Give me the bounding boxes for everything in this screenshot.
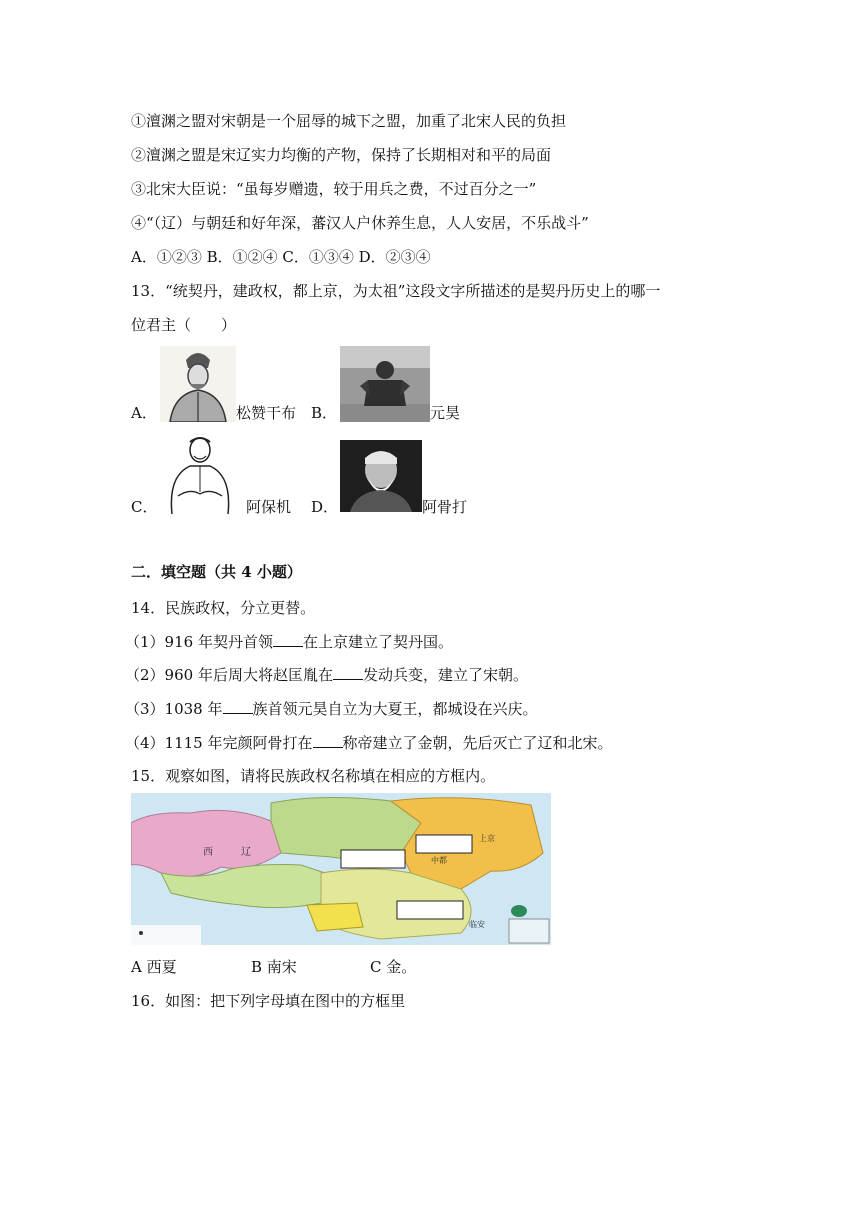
statement-4: ④“（辽）与朝廷和好年深，蕃汉人户休养生息，人人安居，不乐战斗” [131, 214, 589, 232]
answer-box-jin[interactable] [416, 835, 472, 853]
q14-stem: 14．民族政权，分立更替。 [131, 599, 316, 617]
blank[interactable] [313, 733, 343, 748]
song-liao-xia-map [131, 793, 551, 945]
map-label-west: 西 [203, 847, 213, 858]
blank[interactable] [223, 699, 253, 714]
q13-option-c-letter: C． [131, 498, 158, 516]
map-label-liao: 辽 [241, 847, 251, 858]
q14-item-4: （4）1115 年完颜阿骨打在 称帝建立了金朝，先后灭亡了辽和北宋。 [125, 734, 613, 752]
statement-1: ①澶渊之盟对宋朝是一个屈辱的城下之盟，加重了北宋人民的负担 [131, 112, 567, 130]
map-label-linan: 临安 [469, 920, 485, 929]
q14-item-1: （1）916 年契丹首领 在上京建立了契丹国。 [125, 633, 453, 651]
q16-stem: 16．如图：把下列字母填在图中的方框里 [131, 992, 406, 1010]
q14-item-3: （3）1038 年 族首领元昊自立为大夏王，都城设在兴庆。 [125, 700, 538, 718]
section-2-title: 二．填空题（共 4 小题） [131, 563, 302, 581]
blank[interactable] [333, 665, 363, 680]
q15-answer-c: C 金。 [370, 958, 417, 976]
q13-option-d-letter: D． [311, 498, 339, 516]
q15-answer-a: A 西夏 [131, 958, 177, 976]
q13-option-c-name: 阿保机 [246, 498, 292, 516]
q12-options: A．①②③ B．①②④ C．①③④ D．②③④ [131, 248, 431, 266]
q15-answer-b: B 南宋 [251, 958, 297, 976]
answer-box-xixia[interactable] [341, 850, 405, 868]
statement-2: ②澶渊之盟是宋辽实力均衡的产物，保持了长期相对和平的局面 [131, 146, 552, 164]
q13-option-a-name: 松赞干布 [236, 404, 297, 422]
q13-option-a-letter: A． [131, 404, 157, 422]
blank[interactable] [273, 632, 303, 647]
q13-option-b-letter: B． [311, 404, 338, 422]
map-label-zhongdu: 中都 [431, 856, 447, 865]
q13-stem-line2: 位君主（ ） [131, 316, 237, 334]
songtsen-gampo-portrait [160, 346, 236, 422]
q14-item-2: （2）960 年后周大将赵匡胤在 发动兵变，建立了宋朝。 [125, 666, 528, 684]
q13-stem-line1: 13．“统契丹，建政权，都上京，为太祖”这段文字所描述的是契丹历史上的哪一 [131, 282, 661, 300]
map-label-shangjing: 上京 [479, 834, 495, 843]
q13-option-b-name: 元昊 [430, 404, 461, 422]
aguda-portrait-photo [340, 440, 422, 512]
answer-box-southern-song[interactable] [397, 901, 463, 919]
yuanhao-statue-photo [340, 346, 430, 422]
statement-3: ③北宋大臣说：“虽每岁赠遗，较于用兵之费，不过百分之一” [131, 180, 537, 198]
q15-stem: 15．观察如图，请将民族政权名称填在相应的方框内。 [131, 767, 496, 785]
abaoji-sketch [160, 432, 240, 514]
q13-option-d-name: 阿骨打 [422, 498, 468, 516]
